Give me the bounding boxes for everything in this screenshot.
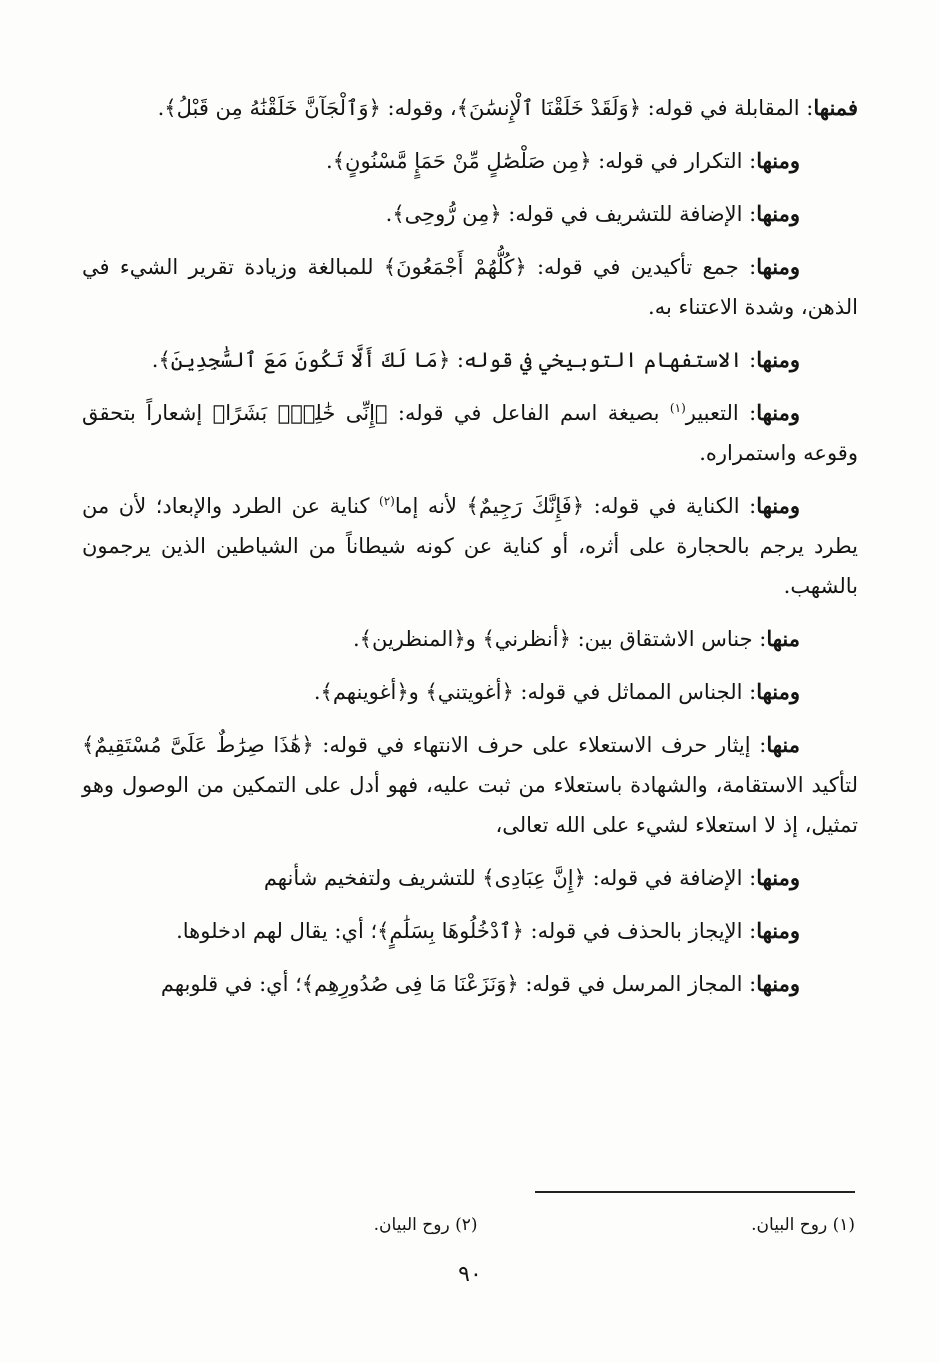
paragraph-3 <box>82 194 858 234</box>
page-body <box>82 88 858 1017</box>
footnote-ref-2: (٢) <box>379 494 395 508</box>
paragraph-text: : جناس الاشتقاق بين: ﴿أنظرني﴾ و﴿المنظرين﴾. <box>352 627 767 651</box>
paragraph-7 <box>82 486 858 606</box>
footnote-2 <box>100 1210 478 1240</box>
paragraph-lead: ومنها <box>756 679 800 704</box>
paragraph-lead: ومنها <box>756 347 800 372</box>
paragraph-text: كناية عن الطرد والإبعاد؛ لأن من يطرد يرجم بالحجارة على أثره، أو كناية عن كونه شيطاناً من الشياطين الذين يرجمون بالشهب. <box>82 494 858 598</box>
paragraph-10 <box>82 725 858 845</box>
paragraph-lead: فمنها <box>813 95 858 120</box>
paragraph-text: : الإيجاز بالحذف في قوله: ﴿ٱدْخُلُوهَا بِسَلَٰمٍ﴾؛ أي: يقال لهم ادخلوها. <box>176 919 757 943</box>
paragraph-2 <box>82 141 858 181</box>
paragraph-text-before-footnote: : التعبير <box>685 401 757 425</box>
page-number: ٩٠ <box>458 1262 482 1287</box>
paragraph-text: : المقابلة في قوله: ﴿وَلَقَدْ خَلَقْنَا ٱلْإِنسَٰنَ﴾، وقوله: ﴿وَٱلْجَآنَّ خَلَقْنَٰهُ مِن قَبْلُ﴾. <box>157 96 814 120</box>
paragraph-text: بصيغة اسم الفاعل في قوله: ﴿إِنِّى خَٰلِقٌۢ بَشَرًا﴾ إشعاراً بتحقق وقوعه واستمراره. <box>82 401 858 465</box>
paragraph-lead: ومنها <box>756 201 800 226</box>
paragraph-4 <box>82 247 858 327</box>
paragraph-text: : جمع تأكيدين في قوله: ﴿كُلُّهُمْ أَجْمَعُونَ﴾ للمبالغة وزيادة تقرير الشيء في الذهن، وشدة الاعتناء به. <box>82 255 858 319</box>
paragraph-lead: ومنها <box>756 971 800 996</box>
footnote-divider <box>535 1191 855 1193</box>
paragraph-lead: ومنها <box>756 148 800 173</box>
paragraph-text: : الجناس المماثل في قوله: ﴿أغويتني﴾ و﴿أغوينهم﴾. <box>313 680 757 704</box>
paragraph-text-before-footnote: : الكناية في قوله: ﴿فَإِنَّكَ رَجِيمٌ﴾ لأنه إما <box>394 494 757 518</box>
paragraph-6 <box>82 393 858 473</box>
paragraph-text: : التكرار في قوله: ﴿مِن صَلْصَٰلٍ مِّنْ حَمَإٍ مَّسْنُونٍ﴾. <box>326 149 757 173</box>
footnote-1 <box>478 1210 856 1240</box>
paragraph-text: : إيثار حرف الاستعلاء على حرف الانتهاء في قوله: ﴿هَٰذَا صِرَٰطٌ عَلَىَّ مُسْتَقِيمٌ﴾ لتأكيد الاستقامة، والشهادة باستعلاء من ثبت عليه، فهو أدل على التمكين من الوصول وهو تمثيل، إذ لا استعلاء لشيء على الله تعالى، <box>82 733 858 837</box>
paragraph-lead: منها <box>766 732 800 757</box>
paragraph-lead: ومنها <box>756 400 800 425</box>
paragraph-12 <box>82 911 858 951</box>
paragraph-lead: ومنها <box>756 865 800 890</box>
footnote-mark: (٢) <box>455 1215 478 1235</box>
paragraph-8 <box>82 619 858 659</box>
paragraph-text: : الاستفهام التوبيخي في قوله: ﴿مَا لَكَ أَلَّا تَكُونَ مَعَ ٱلسَّٰجِدِينَ﴾. <box>151 348 757 372</box>
paragraph-text: : المجاز المرسل في قوله: ﴿وَنَزَعْنَا مَا فِى صُدُورِهِم﴾؛ أي: في قلوبهم <box>160 972 757 996</box>
paragraph-lead: ومنها <box>756 254 800 279</box>
footnotes <box>100 1210 855 1240</box>
paragraph-13 <box>82 964 858 1004</box>
paragraph-5 <box>82 340 858 380</box>
paragraph-text: : الإضافة في قوله: ﴿إِنَّ عِبَادِى﴾ للتشريف ولتفخيم شأنهم <box>263 866 757 890</box>
paragraph-11 <box>82 858 858 898</box>
paragraph-text: : الإضافة للتشريف في قوله: ﴿مِن رُّوحِى﴾. <box>385 202 757 226</box>
footnote-mark: (١) <box>832 1215 855 1235</box>
paragraph-lead: ومنها <box>756 493 800 518</box>
footnote-text: روح البيان. <box>751 1215 828 1235</box>
paragraph-lead: منها <box>766 626 800 651</box>
footnote-ref-1: (١) <box>669 401 686 415</box>
paragraph-1 <box>82 88 858 128</box>
paragraph-lead: ومنها <box>756 918 800 943</box>
paragraph-9 <box>82 672 858 712</box>
footnote-text: روح البيان. <box>373 1215 450 1235</box>
